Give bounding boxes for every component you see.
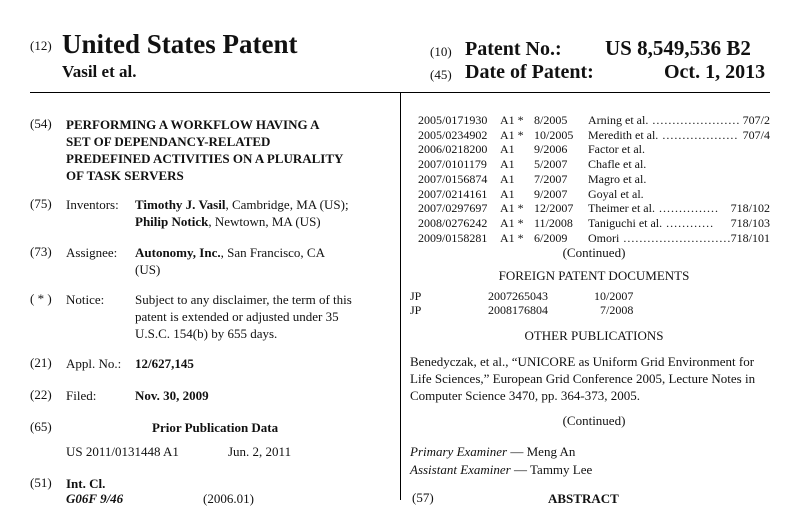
notice-text: [135, 291, 352, 342]
patent-type-title: United States Patent: [62, 29, 298, 59]
reference-number: 2009/0158281: [418, 230, 488, 245]
reference-kind: A1 *: [500, 113, 524, 127]
title-line: PERFORMING A WORKFLOW HAVING A: [66, 117, 320, 132]
code-45: (45): [430, 67, 452, 82]
reference-class: 718/103: [730, 215, 770, 230]
int-cl-date: (2006.01): [203, 491, 254, 506]
code-57: (57): [412, 490, 434, 505]
column-divider: [400, 92, 401, 500]
reference-name-text: Taniguchi et al.: [588, 215, 663, 230]
reference-leader-dots: ......................: [648, 113, 741, 127]
foreign-row: [410, 303, 770, 318]
foreign-date: 10/2007: [594, 289, 634, 303]
patent-date: Oct. 1, 2013: [664, 61, 766, 83]
reference-name: [588, 142, 645, 157]
reference-kind: A1 *: [500, 201, 524, 216]
int-cl-class: G06F 9/46: [66, 491, 124, 506]
reference-date: 12/2007: [534, 201, 574, 216]
code-65: (65): [30, 419, 52, 434]
reference-kind: A1: [500, 142, 515, 157]
reference-kind: A1: [500, 171, 515, 186]
code-75: (75): [30, 196, 52, 211]
date-label: Date of Patent:: [465, 61, 594, 83]
other-pub-line: Life Sciences,” European Grid Conference 2005, Lecture Notes in: [410, 371, 756, 386]
us-reference-row: [418, 187, 770, 202]
us-reference-row: [418, 216, 770, 231]
other-pubs-text: [410, 353, 755, 404]
foreign-row: [410, 289, 770, 304]
other-pub-line: Benedyczak, et al., “UNICORE as Uniform Grid Environment for: [410, 354, 755, 369]
title-line: SET OF DEPENDANCY-RELATED: [66, 134, 271, 149]
inventor-name: Philip Notick: [135, 214, 209, 229]
prior-pub-date: Jun. 2, 2011: [228, 444, 292, 459]
continued-pubs: (Continued): [562, 413, 626, 428]
reference-kind: A1 *: [500, 230, 524, 245]
reference-leader-dots: ...............: [654, 201, 719, 216]
other-pubs-heading: OTHER PUBLICATIONS: [524, 328, 664, 343]
inventors-label: Inventors:: [66, 197, 119, 212]
reference-date: 9/2007: [534, 186, 568, 201]
inventors-short: Vasil et al.: [62, 62, 137, 81]
code-73: (73): [30, 244, 52, 259]
filed-label: Filed:: [66, 388, 97, 403]
reference-date: 8/2005: [534, 113, 568, 127]
patent-title: [66, 116, 343, 184]
us-reference-row: [418, 113, 770, 128]
assistant-examiner: [410, 461, 592, 478]
us-reference-row: [418, 128, 770, 143]
reference-name: [588, 113, 740, 128]
foreign-heading: FOREIGN PATENT DOCUMENTS: [498, 268, 690, 283]
reference-name-text: Meredith et al.: [588, 127, 659, 142]
reference-kind: A1: [500, 157, 515, 172]
code-22: (22): [30, 387, 52, 402]
patent-no-label: Patent No.:: [465, 38, 562, 60]
reference-leader-dots: ...................: [658, 127, 739, 142]
assignee-location-cont: (US): [135, 262, 161, 277]
assignee-name: Autonomy, Inc.: [135, 245, 221, 260]
appl-no-value: 12/627,145: [135, 356, 194, 371]
primary-examiner-label: Primary Examiner: [410, 444, 508, 459]
reference-date: 5/2007: [534, 157, 568, 172]
reference-name-text: Magro et al.: [588, 171, 647, 186]
reference-name-text: Theimer et al.: [588, 201, 655, 216]
code-51: (51): [30, 475, 52, 490]
us-reference-row: [418, 142, 770, 157]
reference-kind: A1 *: [500, 215, 524, 230]
reference-name: [588, 128, 738, 143]
title-line: OF TASK SERVERS: [66, 168, 184, 183]
reference-name-text: Arning et al.: [588, 113, 649, 127]
reference-leader-dots: ...........................: [619, 230, 732, 245]
assignee-label: Assignee:: [66, 245, 118, 260]
reference-leader-dots: ............: [662, 215, 715, 230]
reference-name-text: Goyal et al.: [588, 186, 644, 201]
reference-number: 2005/0234902: [418, 127, 488, 142]
appl-no-label: Appl. No.:: [66, 356, 122, 371]
reference-date: 9/2006: [534, 142, 568, 157]
code-21: (21): [30, 355, 52, 370]
reference-date: 6/2009: [534, 230, 568, 245]
reference-class: 707/4: [742, 127, 770, 142]
assignee-location: , San Francisco, CA: [220, 245, 325, 260]
other-pub-line: Computer Science 3470, pp. 364-373, 2005.: [410, 388, 640, 403]
reference-date: 11/2008: [534, 215, 573, 230]
reference-name: [588, 201, 719, 216]
reference-number: 2007/0156874: [418, 171, 488, 186]
foreign-number: 2008176804: [488, 303, 548, 317]
prior-pub-heading: Prior Publication Data: [152, 420, 279, 435]
notice-line: patent is extended or adjusted under 35: [135, 309, 339, 324]
reference-name: [588, 172, 646, 187]
reference-name-text: Omori: [588, 230, 620, 245]
title-line: PREDEFINED ACTIVITIES ON A PLURALITY: [66, 151, 344, 166]
patent-number: US 8,549,536 B2: [605, 36, 751, 60]
reference-name-text: Factor et al.: [588, 142, 645, 157]
reference-class: 718/102: [730, 201, 770, 216]
int-cl-label: Int. Cl.: [66, 476, 106, 491]
us-reference-row: [418, 157, 770, 172]
code-54: (54): [30, 116, 52, 131]
foreign-country: JP: [410, 289, 422, 303]
assignee-value: [135, 244, 325, 278]
reference-date: 7/2007: [534, 171, 568, 186]
continued-refs: (Continued): [562, 245, 626, 260]
reference-date: 10/2005: [534, 127, 574, 142]
reference-class: 718/101: [730, 230, 770, 245]
filed-value: Nov. 30, 2009: [135, 388, 209, 403]
notice-line: Subject to any disclaimer, the term of this: [135, 292, 352, 307]
code-12: (12): [30, 38, 52, 53]
reference-kind: A1 *: [500, 127, 524, 142]
foreign-number: 2007265043: [488, 289, 548, 303]
inventor-location: , Newtown, MA (US): [208, 214, 321, 229]
us-reference-row: [418, 172, 770, 187]
abstract-heading: ABSTRACT: [548, 491, 619, 506]
reference-number: 2007/0214161: [418, 186, 488, 201]
assistant-examiner-label: Assistant Examiner: [410, 462, 511, 477]
code-10: (10): [430, 44, 452, 59]
reference-number: 2008/0276242: [418, 215, 488, 230]
reference-number: 2006/0218200: [418, 142, 488, 157]
code-notice: ( * ): [30, 291, 52, 306]
notice-line: U.S.C. 154(b) by 655 days.: [135, 326, 278, 341]
prior-pub-number: US 2011/0131448 A1: [66, 444, 179, 459]
primary-examiner: [410, 443, 575, 460]
us-reference-row: [418, 201, 770, 216]
assistant-examiner-name: — Tammy Lee: [510, 462, 593, 477]
reference-number: 2007/0101179: [418, 157, 487, 172]
reference-name: [588, 157, 646, 172]
foreign-country: JP: [410, 303, 422, 317]
reference-class: 707/2: [742, 113, 770, 127]
primary-examiner-name: — Meng An: [507, 444, 576, 459]
reference-number: 2005/0171930: [418, 113, 488, 127]
inventors-value: [135, 196, 349, 230]
reference-kind: A1: [500, 186, 515, 201]
reference-name: [588, 187, 644, 202]
reference-name: [588, 216, 714, 231]
reference-number: 2007/0297697: [418, 201, 488, 216]
inventor-location: , Cambridge, MA (US);: [225, 197, 349, 212]
notice-label: Notice:: [66, 292, 105, 307]
foreign-date: 7/2008: [600, 303, 634, 317]
inventor-name: Timothy J. Vasil: [135, 197, 226, 212]
reference-name-text: Chafle et al.: [588, 157, 647, 172]
